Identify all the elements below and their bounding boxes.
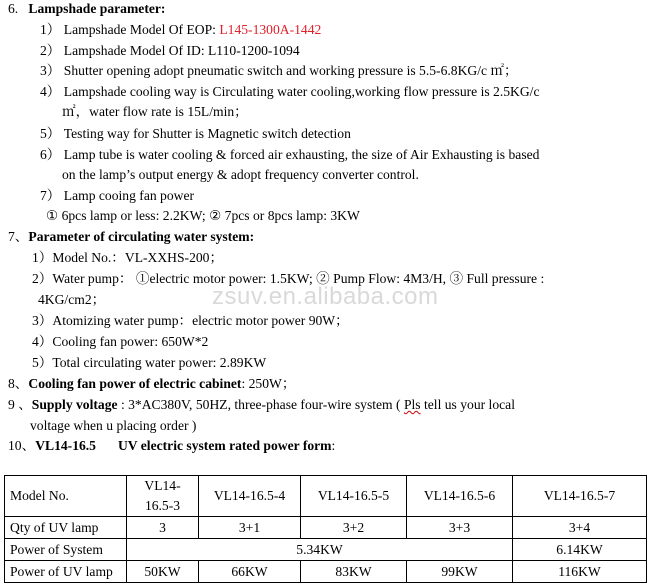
item-text: Cooling fan power: 650W*2 — [52, 334, 209, 349]
lamp-tube-cooling-cont: on the lamp’s output energy & adopt frequency converter control. — [62, 167, 419, 182]
item-text: Atomizing water pump：electric motor power 90W； — [52, 313, 349, 328]
table-row-system-power — [5, 539, 647, 561]
section-8-number: 8、 — [8, 376, 29, 391]
item-number: 4） — [32, 334, 53, 349]
section-7-heading — [8, 228, 254, 245]
water-pump-cont: 4KG/cm2； — [38, 292, 106, 307]
section-10-number: 10、 — [8, 438, 36, 453]
section-9-text: : 3*AC380V, 50HZ, three-phase four-wire system ( — [120, 397, 404, 412]
item-text: Lamp cooing fan power — [63, 188, 195, 203]
table-row-lamp-power — [5, 561, 647, 583]
shutter-pressure — [40, 62, 518, 79]
table-header-row — [5, 476, 647, 517]
item-text: Lampshade cooling way is Circulating water cooling,working flow pressure is 2.5KG/c — [63, 84, 540, 99]
section-9-pls: Pls — [403, 397, 421, 412]
item-number: 2） — [40, 43, 61, 58]
lamp-power-cell: 66KW — [199, 561, 301, 583]
lampshade-cooling-cont: ㎡，water flow rate is 15L/min； — [62, 104, 248, 119]
section-9-number: 9 、 — [8, 397, 32, 412]
section-10-colon: : — [331, 438, 336, 453]
system-power-label: Power of System — [5, 539, 127, 561]
qty-cell: 3+2 — [301, 517, 407, 539]
system-power-merged: 5.34KW — [127, 539, 513, 561]
item-text: Model No.：VL-XXHS-200； — [52, 250, 224, 265]
model-cell: VL14-16.5-3 — [127, 476, 199, 517]
qty-cell: 3 — [127, 517, 199, 539]
item-number: 1） — [32, 250, 53, 265]
item-number: 5） — [40, 126, 61, 141]
item-text: Testing way for Shutter is Magnetic switch detection — [63, 126, 351, 141]
section-10-heading — [8, 437, 335, 454]
section-6-number: 6. — [8, 1, 19, 16]
lampshade-id-model — [40, 42, 300, 59]
total-water-power — [32, 354, 266, 371]
lamp-tube-cooling — [40, 146, 539, 163]
model-no-header: Model No. — [5, 476, 127, 517]
section-9-title: Supply voltage — [31, 397, 118, 412]
item-number: 2） — [32, 271, 53, 286]
section-7-title: Parameter of circulating water system: — [28, 229, 255, 244]
power-table — [4, 475, 647, 583]
lamp-fan-power-cont: ① 6pcs lamp or less: 2.2KW; ② 7pcs or 8pcs lamp: 3KW — [46, 208, 360, 223]
item-number: 7） — [40, 188, 61, 203]
eop-model-value: L145-1300A-1442 — [219, 22, 322, 37]
section-8-title: Cooling fan power of electric cabinet — [28, 376, 242, 391]
qty-label: Qty of UV lamp — [5, 517, 127, 539]
qty-cell: 3+4 — [513, 517, 647, 539]
lamp-power-cell: 50KW — [127, 561, 199, 583]
model-cell: VL14-16.5-5 — [301, 476, 407, 517]
item-number: 5） — [32, 355, 53, 370]
model-cell: VL14-16.5-7 — [513, 476, 647, 517]
watermark: zsuv.en.alibaba.com — [212, 283, 439, 310]
item-text: Lampshade Model Of EOP: — [63, 22, 220, 37]
section-10-model: VL14-16.5 — [35, 438, 96, 453]
section-9-line — [8, 396, 515, 413]
water-model-no — [32, 249, 223, 266]
lamp-fan-power — [40, 187, 194, 204]
item-text: Water pump： ①electric motor power: 1.5KW; ② Pump Flow: 4M3/H, ③ Full pressure : — [52, 271, 545, 286]
item-number: 3） — [32, 313, 53, 328]
section-10-title: UV electric system rated power form — [117, 438, 332, 453]
system-power-last: 6.14KW — [513, 539, 647, 561]
atomizing-pump — [32, 312, 349, 329]
item-text: Lamp tube is water cooling & forced air exhausting, the size of Air Exhausting is based — [63, 147, 540, 162]
section-6-title: Lampshade parameter: — [28, 1, 166, 16]
item-number: 1） — [40, 22, 61, 37]
section-7-number: 7、 — [8, 229, 29, 244]
cooling-fan-power — [32, 333, 208, 350]
lampshade-cooling — [40, 83, 539, 100]
qty-cell: 3+1 — [199, 517, 301, 539]
lampshade-eop-model — [40, 21, 321, 38]
item-number: 4） — [40, 84, 61, 99]
model-cell: VL14-16.5-4 — [199, 476, 301, 517]
lamp-power-cell: 83KW — [301, 561, 407, 583]
item-text: Total circulating water power: 2.89KW — [52, 355, 267, 370]
item-number: 6） — [40, 147, 61, 162]
section-8-line — [8, 375, 295, 392]
table-row-qty — [5, 517, 647, 539]
shutter-testing — [40, 125, 351, 142]
section-8-value: : 250W； — [241, 376, 296, 391]
item-number: 3） — [40, 63, 61, 78]
section-9-cont: voltage when u placing order ) — [30, 418, 197, 433]
item-text: Lampshade Model Of ID: L110-1200-1094 — [63, 43, 300, 58]
qty-cell: 3+3 — [407, 517, 513, 539]
lamp-power-cell: 99KW — [407, 561, 513, 583]
section-9-text2: tell us your local — [420, 397, 515, 412]
model-cell: VL14-16.5-6 — [407, 476, 513, 517]
lamp-power-label: Power of UV lamp — [5, 561, 127, 583]
item-text: Shutter opening adopt pneumatic switch and working pressure is 5.5-6.8KG/c ㎡； — [63, 63, 518, 78]
section-6-heading — [8, 0, 165, 17]
lamp-power-cell: 116KW — [513, 561, 647, 583]
